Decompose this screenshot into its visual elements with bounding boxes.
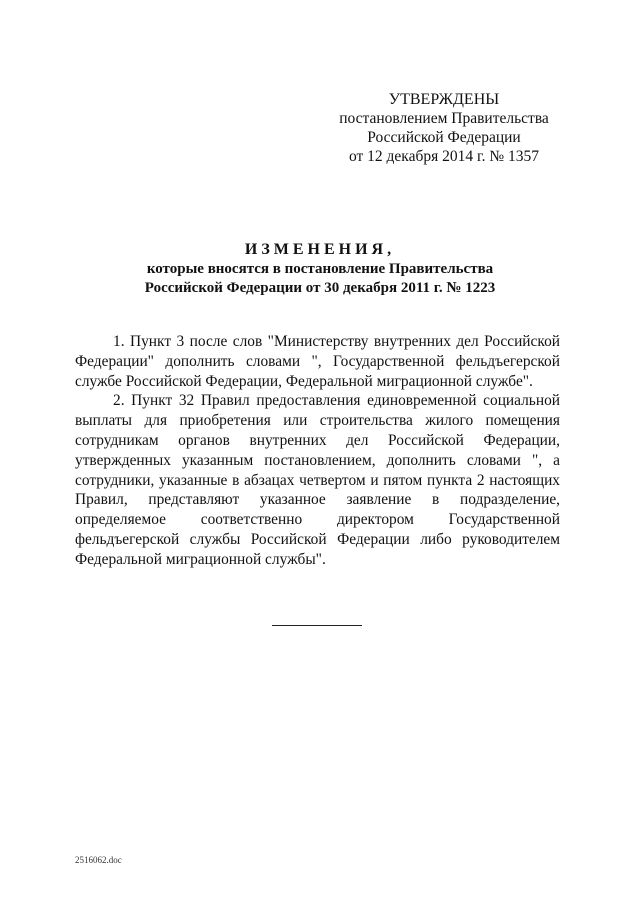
amendment-item-1: 1. Пункт 3 после слов "Министерству внутренних дел Российской Федерации" дополнить словами ", Государственной фельдъегерской службе Российской Федерации, Федеральной миграционной службе". <box>75 333 560 390</box>
document-subtitle-line-1: которые вносятся в постановление Правительства <box>146 261 494 277</box>
amendment-item-2: 2. Пункт 32 Правил предоставления единовременной социальной выплаты для приобретения или строительства жилого помещения сотрудникам органов внутренних дел Российской Федерации, утвержденных указанным постановлением, дополнить словами ", а сотрудники, указанные в абзацах четвертом и пятом пункта 2 настоящих Правил, представляют указанное заявление в подразделение, определяемое соответственно директором Государственной фельдъегерской службы Российской Федерации либо руководителем Федеральной миграционной службы". <box>75 392 560 568</box>
document-title-block <box>70 240 570 298</box>
document-subtitle-line-2: Российской Федерации от 30 декабря 2011 г. № 1223 <box>144 280 496 296</box>
approval-heading: УТВЕРЖДЕНЫ <box>388 91 500 108</box>
document-title: ИЗМЕНЕНИЯ, <box>244 241 396 258</box>
approval-line-1: постановлением Правительства <box>339 110 549 127</box>
approval-line-2: Российской Федерации <box>367 129 521 146</box>
file-reference: 2516062.doc <box>75 855 122 865</box>
approval-stamp-block <box>330 90 558 166</box>
document-body <box>75 332 560 570</box>
closing-divider-line <box>272 625 362 626</box>
approval-date-number: от 12 декабря 2014 г. № 1357 <box>348 148 540 165</box>
